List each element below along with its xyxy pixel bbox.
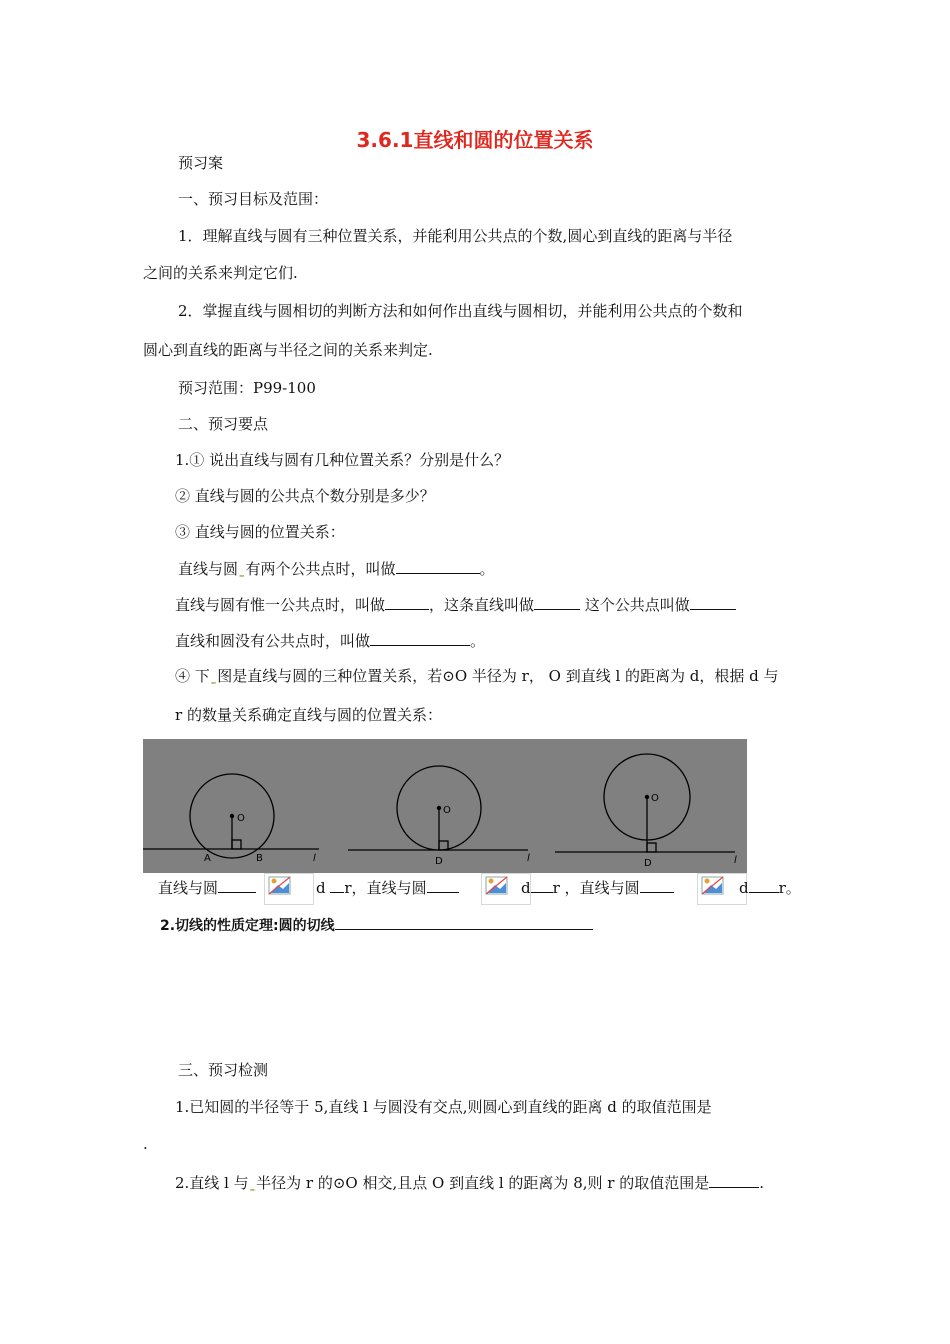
answer-blank-tangent-line[interactable] <box>534 594 580 610</box>
relation2-prefix: 直线与圆 <box>366 879 427 897</box>
answer-blank-compare-1[interactable] <box>330 877 344 893</box>
answer-blank-relation-3[interactable] <box>640 877 674 893</box>
q4-text-b: 图是直线与圆的三种位置关系，若⊙O 半径为 r， O 到直线 l 的距离为 d，根据 d 与 <box>217 667 779 685</box>
goal1-line-a: 1．理解直线与圆有三种位置关系，并能利用公共点的个数,圆心到直线的距离与半径 <box>178 227 733 245</box>
q4-text-a: ④ 下 <box>175 667 210 685</box>
problem2-text-c: . <box>759 1174 765 1192</box>
answer-blank-secant[interactable] <box>396 558 480 574</box>
answer-blank-compare-3[interactable] <box>749 877 779 893</box>
question-4-line-a <box>175 666 779 686</box>
problem2-text-a: 2.直线 l 与 <box>175 1174 249 1192</box>
center-dot-1 <box>230 814 234 818</box>
label-b: B <box>256 853 263 864</box>
problem-1-end: . <box>143 1135 148 1153</box>
relation3-prefix: 直线与圆 <box>579 879 640 897</box>
answer-blank-theorem[interactable] <box>335 914 593 930</box>
relation2-r: r ， <box>552 879 580 897</box>
part2-heading: 二、预习要点 <box>178 415 269 433</box>
answer-blank-tangent-relation[interactable] <box>385 594 429 610</box>
theorem-text: 2.切线的性质定理:圆的切线 <box>160 918 335 934</box>
label-d-2: D <box>435 856 443 867</box>
right-angle-separate <box>647 843 656 852</box>
answer-blank-tangent-point[interactable] <box>690 594 736 610</box>
relation2-condition <box>521 877 674 898</box>
relation1-d: d <box>316 879 326 897</box>
fill1-text-b: 有两个公共点时，叫做 <box>245 560 396 578</box>
center-dot-2 <box>437 806 441 810</box>
preview-scope: 预习范围：P99-100 <box>178 379 316 397</box>
question-2: ② 直线与圆的公共点个数分别是多少？ <box>175 487 435 505</box>
question-1: 1.① 说出直线与圆有几种位置关系？分别是什么？ <box>175 451 510 469</box>
relation3-condition <box>739 877 801 898</box>
relation3-r: r。 <box>778 879 801 897</box>
fill-line-2 <box>175 594 736 615</box>
label-o-2: O <box>443 805 451 816</box>
label-l-3: l <box>734 855 737 866</box>
relation1-condition <box>316 877 459 898</box>
fill1-text-c: 。 <box>479 560 495 578</box>
fill2-text-b: ，这条直线叫做 <box>429 596 535 614</box>
broken-image-icon <box>264 873 314 905</box>
problem2-text-b: 半径为 r 的⊙O 相交,且点 O 到直线 l 的距离为 8,则 r 的取值范围是 <box>256 1174 710 1192</box>
fill2-text-a: 直线与圆有惟一公共点时，叫做 <box>175 596 386 614</box>
center-dot-3 <box>645 795 649 799</box>
yellow-mark: ˍ <box>248 1174 257 1192</box>
problem-1: 1.已知圆的半径等于 5,直线 l 与圆没有交点,则圆心到直线的距离 d 的取值范围是 <box>175 1098 712 1116</box>
fill3-text-b: 。 <box>470 632 486 650</box>
label-a: A <box>204 853 211 864</box>
answer-blank-r-range[interactable] <box>709 1172 759 1188</box>
yellow-mark: ˍ <box>238 560 246 578</box>
label-l-2: l <box>527 853 530 864</box>
circle-line-diagram <box>143 739 747 873</box>
goal2-line-b: 圆心到直线的距离与半径之间的关系来判定. <box>143 341 433 359</box>
section-label: 预习案 <box>178 154 224 172</box>
answer-blank-compare-2[interactable] <box>531 877 553 893</box>
circle-line-figure <box>143 739 747 873</box>
question-4-line-b: r 的数量关系确定直线与圆的位置关系： <box>175 706 442 724</box>
part3-heading: 三、预习检测 <box>178 1061 269 1079</box>
tangent-theorem <box>160 914 593 936</box>
label-l-1: l <box>313 853 316 864</box>
problem-2 <box>175 1172 764 1193</box>
label-o-1: O <box>237 813 245 824</box>
question-3: ③ 直线与圆的位置关系： <box>175 523 345 541</box>
part1-heading: 一、预习目标及范围： <box>178 190 329 208</box>
relation1-r: r， <box>344 879 367 897</box>
relation3-d: d <box>739 879 749 897</box>
label-o-3: O <box>651 793 659 804</box>
label-d-3: D <box>644 858 652 869</box>
goal1-line-b: 之间的关系来判定它们. <box>143 264 298 282</box>
relation2-d: d <box>521 879 531 897</box>
fill3-text-a: 直线和圆没有公共点时，叫做 <box>175 632 371 650</box>
fill-line-3 <box>175 630 485 651</box>
relation1-prefix: 直线与圆 <box>158 879 219 897</box>
fill-line-1 <box>178 558 495 579</box>
page-title: 3.6.1直线和圆的位置关系 <box>356 128 594 152</box>
yellow-mark: ˍ <box>209 667 218 685</box>
right-angle-intersect <box>232 840 241 849</box>
fill2-text-c: 这个公共点叫做 <box>580 596 690 614</box>
relation-line <box>158 877 256 898</box>
answer-blank-relation-2[interactable] <box>427 877 459 893</box>
answer-blank-relation-1[interactable] <box>218 877 256 893</box>
goal2-line-a: 2．掌握直线与圆相切的判断方法和如何作出直线与圆相切，并能利用公共点的个数和 <box>178 302 743 320</box>
answer-blank-separate[interactable] <box>370 630 470 646</box>
fill1-text-a: 直线与圆 <box>178 560 239 578</box>
